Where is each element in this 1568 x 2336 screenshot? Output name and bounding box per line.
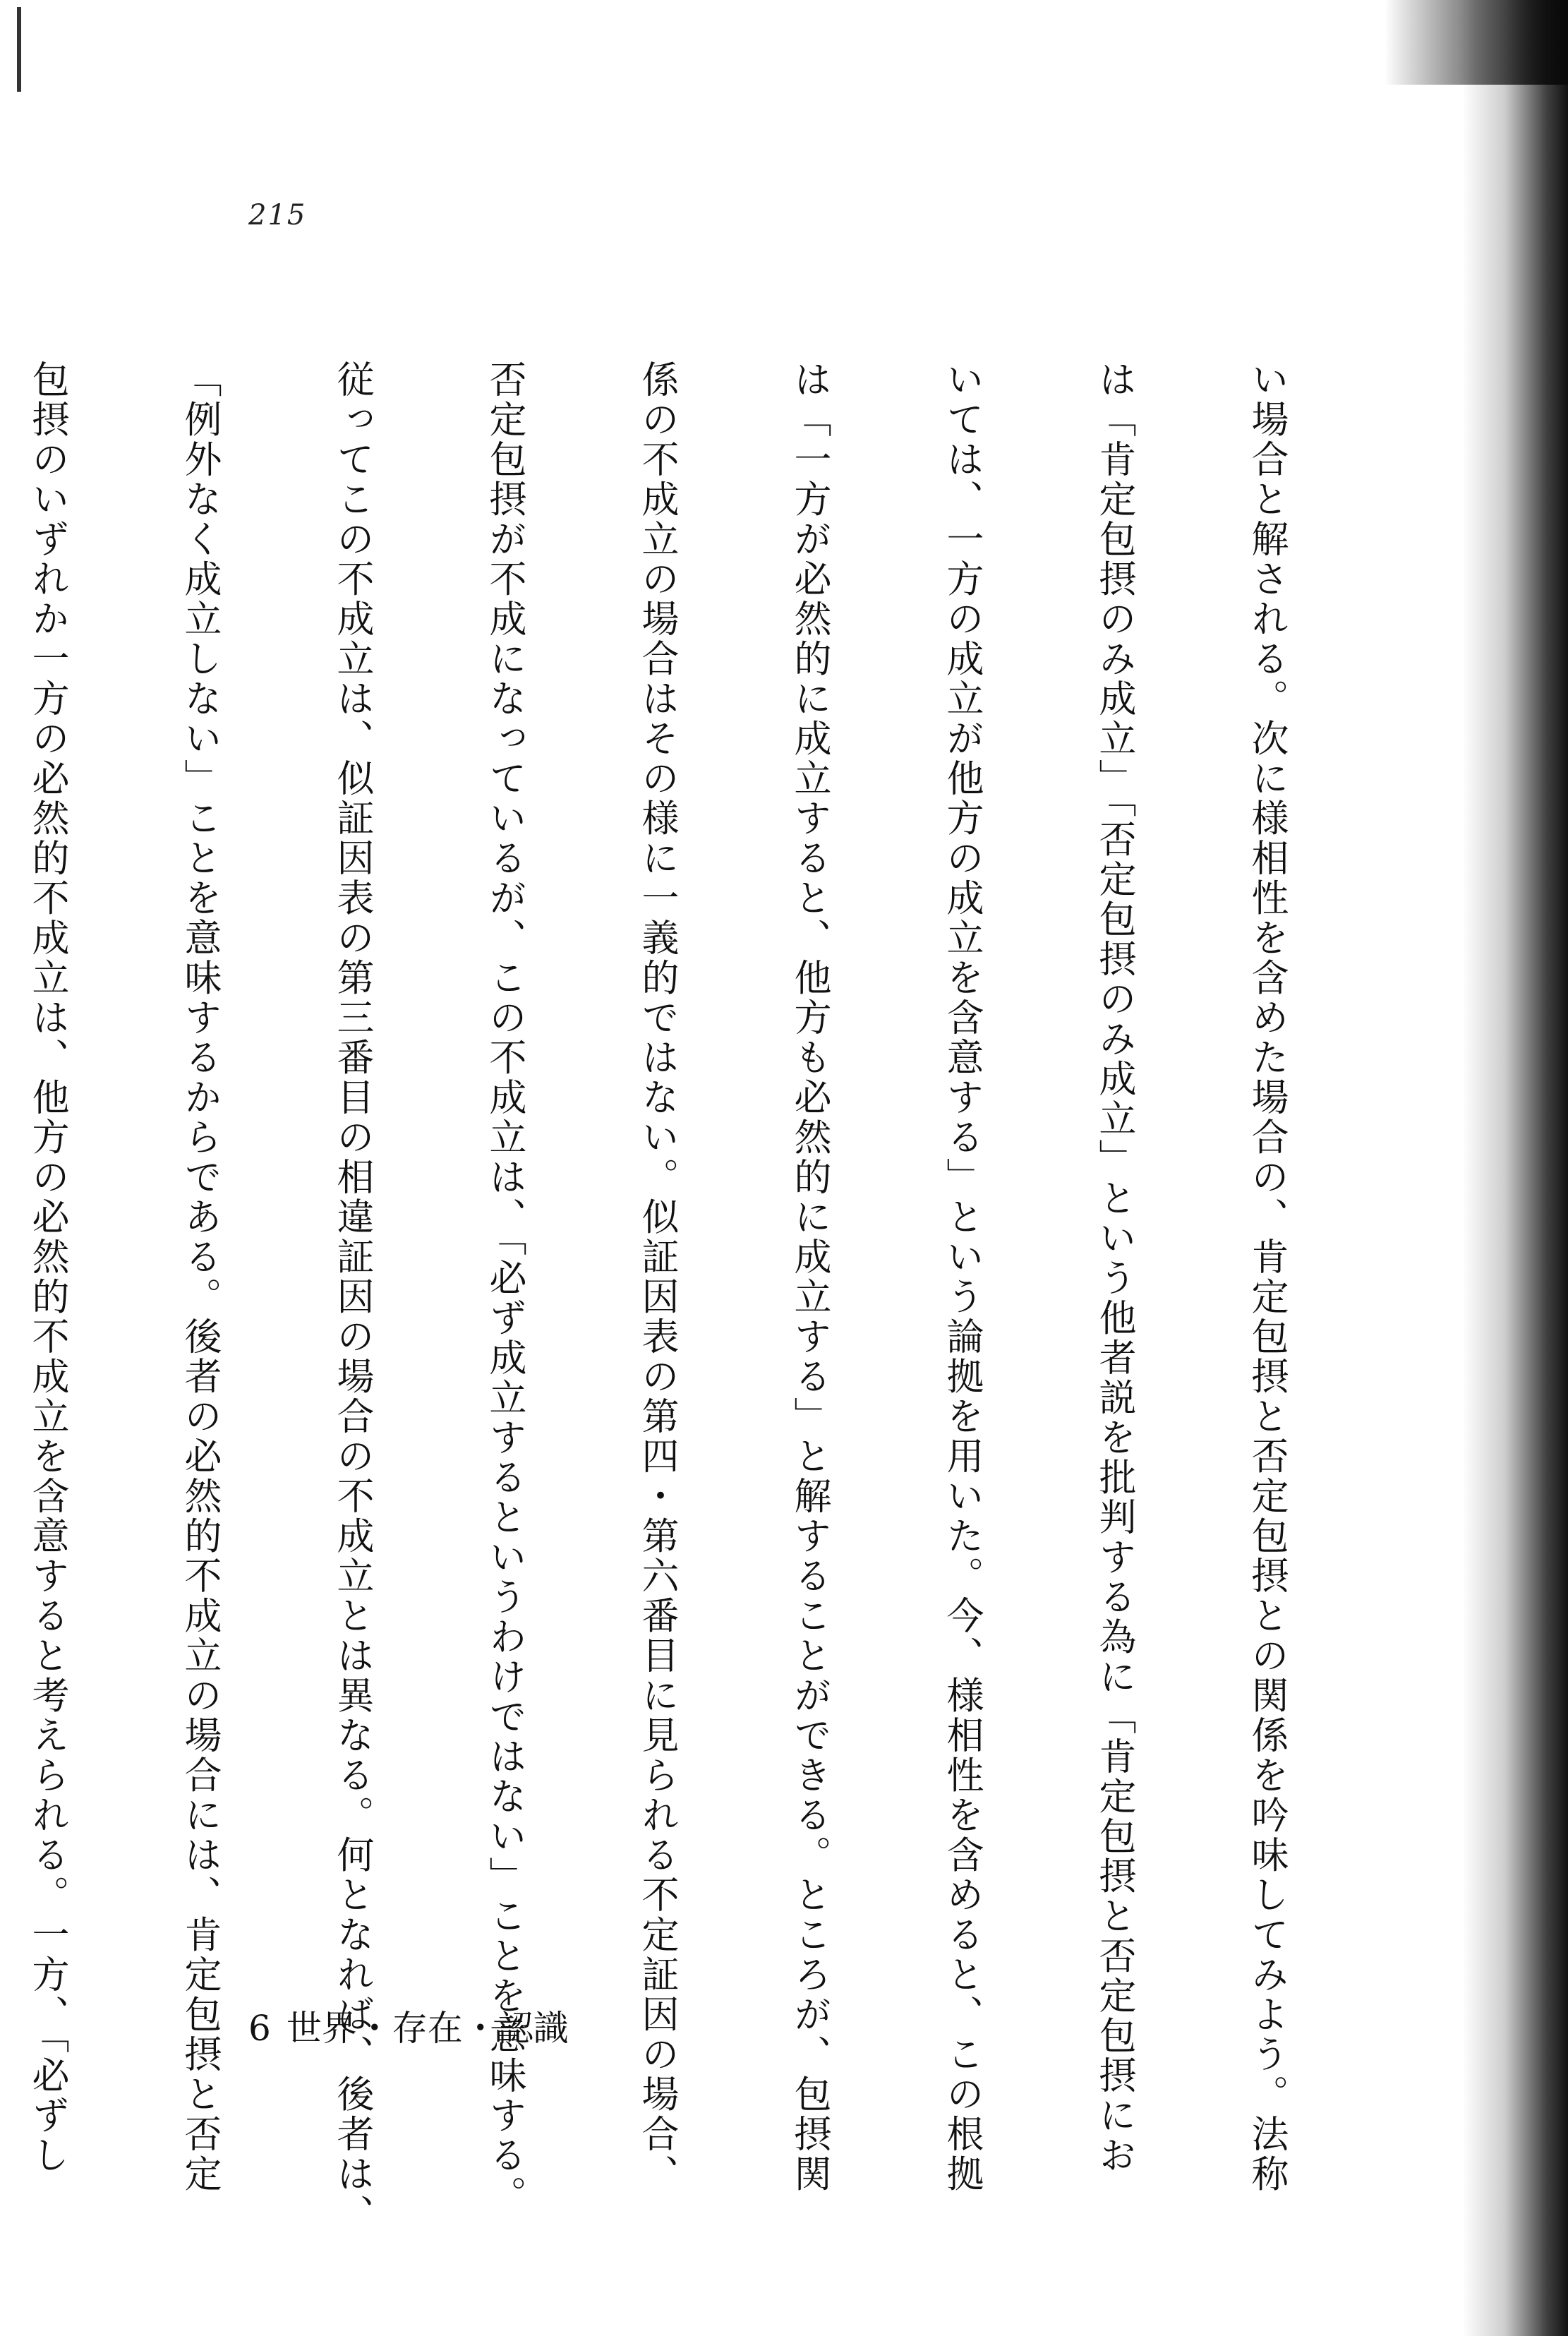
- scan-shadow-right: [1462, 0, 1568, 2336]
- text-line: 従ってこの不成立は、似証因表の第三番目の相違証因の場合の不成立とは異なる。何となれば、後者は、: [331, 360, 374, 2234]
- running-footer: [248, 2000, 569, 2051]
- chapter-title: 世界・存在・認識: [286, 2008, 569, 2049]
- text-line: 「例外なく成立しない」ことを意味するからである。後者の必然的不成立の場合には、肯定包摂と否定: [179, 360, 222, 2194]
- text-line: い場合と解される。次に様相性を含めた場合の、肯定包摂と否定包摂との関係を吟味してみよう。法称: [1246, 360, 1289, 2194]
- text-line: 否定包摂が不成になっているが、この不成立は、「必ず成立するというわけではない」ことを意味する。: [483, 360, 526, 2215]
- text-line: 包摂のいずれか一方の必然的不成立は、他方の必然的不成立を含意すると考えられる。一方、「必ずし: [26, 360, 69, 2176]
- scan-edge-mark: [17, 7, 21, 92]
- text-line: は「一方が必然的に成立すると、他方も必然的に成立する」と解することができる。ところが、包摂関: [788, 360, 831, 2194]
- page-number: 215: [248, 199, 307, 231]
- text-line: いては、一方の成立が他方の成立を含意する」という論拠を用いた。今、様相性を含めると、この根拠: [941, 360, 984, 2194]
- text-line: 係の不成立の場合はその様に一義的ではない。似証因表の第四・第六番目に見られる不定証因の場合、: [636, 360, 679, 2194]
- scan-shadow-corner: [1385, 0, 1568, 85]
- chapter-number: 6: [248, 2008, 271, 2049]
- text-line: は「肯定包摂のみ成立」「否定包摂のみ成立」という他者説を批判する為に「肯定包摂と否定包摂にお: [1093, 360, 1136, 2176]
